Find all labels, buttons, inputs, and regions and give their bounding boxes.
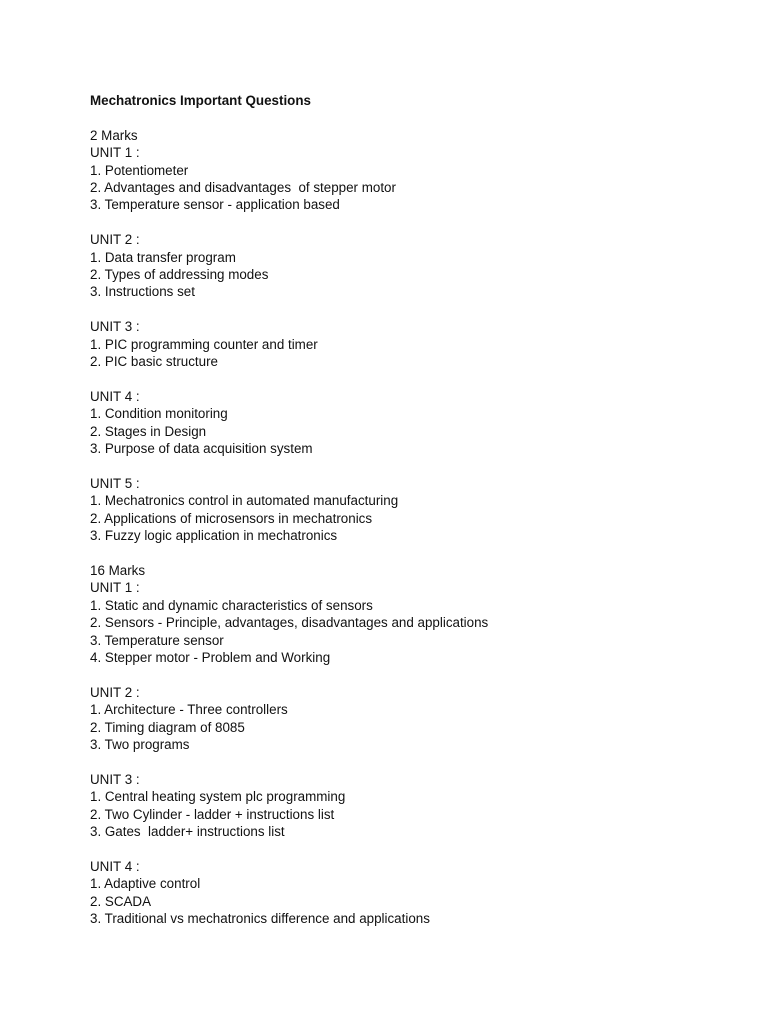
question-list xyxy=(90,336,730,371)
question-item: 3. Two programs xyxy=(90,736,190,752)
question-item: 1. Potentiometer xyxy=(90,162,189,178)
unit-block xyxy=(90,475,730,545)
question-item: 2. SCADA xyxy=(90,893,152,909)
question-list xyxy=(90,875,730,927)
question-item: 1. Condition monitoring xyxy=(90,406,228,422)
marks-heading: 16 Marks xyxy=(90,562,146,578)
question-item: 2. Advantages and disadvantages of stepper motor xyxy=(90,180,396,196)
unit-label: UNIT 3 : xyxy=(90,319,140,335)
marks-heading: 2 Marks xyxy=(90,127,138,143)
marks-section xyxy=(90,562,730,927)
question-item: 2. Stages in Design xyxy=(90,423,207,439)
question-item: 3. Instructions set xyxy=(90,284,195,300)
question-list xyxy=(90,701,730,753)
question-item: 3. Gates ladder+ instructions list xyxy=(90,823,285,839)
question-item: 1. Central heating system plc programming xyxy=(90,789,346,805)
unit-label: UNIT 2 : xyxy=(90,232,140,248)
unit-label: UNIT 3 : xyxy=(90,771,140,787)
question-item: 1. PIC programming counter and timer xyxy=(90,336,318,352)
unit-label: UNIT 4 : xyxy=(90,388,140,404)
unit-block xyxy=(90,771,730,841)
question-list xyxy=(90,597,730,667)
question-item: 1. Data transfer program xyxy=(90,249,236,265)
question-item: 4. Stepper motor - Problem and Working xyxy=(90,649,331,665)
unit-label: UNIT 1 : xyxy=(90,580,140,596)
marks-section xyxy=(90,127,730,545)
question-item: 1. Mechatronics control in automated manufacturing xyxy=(90,493,399,509)
sections-container xyxy=(90,127,730,928)
question-item: 2. Sensors - Principle, advantages, disadvantages and applications xyxy=(90,615,489,631)
question-list xyxy=(90,405,730,457)
question-list xyxy=(90,492,730,544)
question-item: 2. Timing diagram of 8085 xyxy=(90,719,245,735)
unit-block xyxy=(90,144,730,214)
unit-block xyxy=(90,579,730,666)
unit-block xyxy=(90,858,730,928)
question-item: 3. Purpose of data acquisition system xyxy=(90,441,313,457)
question-item: 1. Static and dynamic characteristics of sensors xyxy=(90,597,373,613)
question-item: 3. Temperature sensor xyxy=(90,632,224,648)
document-body xyxy=(90,92,730,945)
question-item: 2. PIC basic structure xyxy=(90,354,219,370)
unit-label: UNIT 1 : xyxy=(90,145,140,161)
question-item: 2. Applications of microsensors in mechatronics xyxy=(90,510,373,526)
question-item: 2. Two Cylinder - ladder + instructions list xyxy=(90,806,335,822)
question-item: 1. Adaptive control xyxy=(90,876,201,892)
question-list xyxy=(90,249,730,301)
question-item: 3. Traditional vs mechatronics difference and applications xyxy=(90,910,430,926)
unit-label: UNIT 5 : xyxy=(90,475,140,491)
question-item: 3. Fuzzy logic application in mechatronics xyxy=(90,528,338,544)
question-list xyxy=(90,788,730,840)
unit-block xyxy=(90,231,730,301)
unit-label: UNIT 2 : xyxy=(90,684,140,700)
question-item: 2. Types of addressing modes xyxy=(90,267,269,283)
unit-block xyxy=(90,684,730,754)
question-item: 1. Architecture - Three controllers xyxy=(90,702,288,718)
question-list xyxy=(90,162,730,214)
unit-block xyxy=(90,318,730,370)
question-item: 3. Temperature sensor - application based xyxy=(90,197,340,213)
unit-block xyxy=(90,388,730,458)
document-title: Mechatronics Important Questions xyxy=(90,93,311,108)
unit-label: UNIT 4 : xyxy=(90,858,140,874)
